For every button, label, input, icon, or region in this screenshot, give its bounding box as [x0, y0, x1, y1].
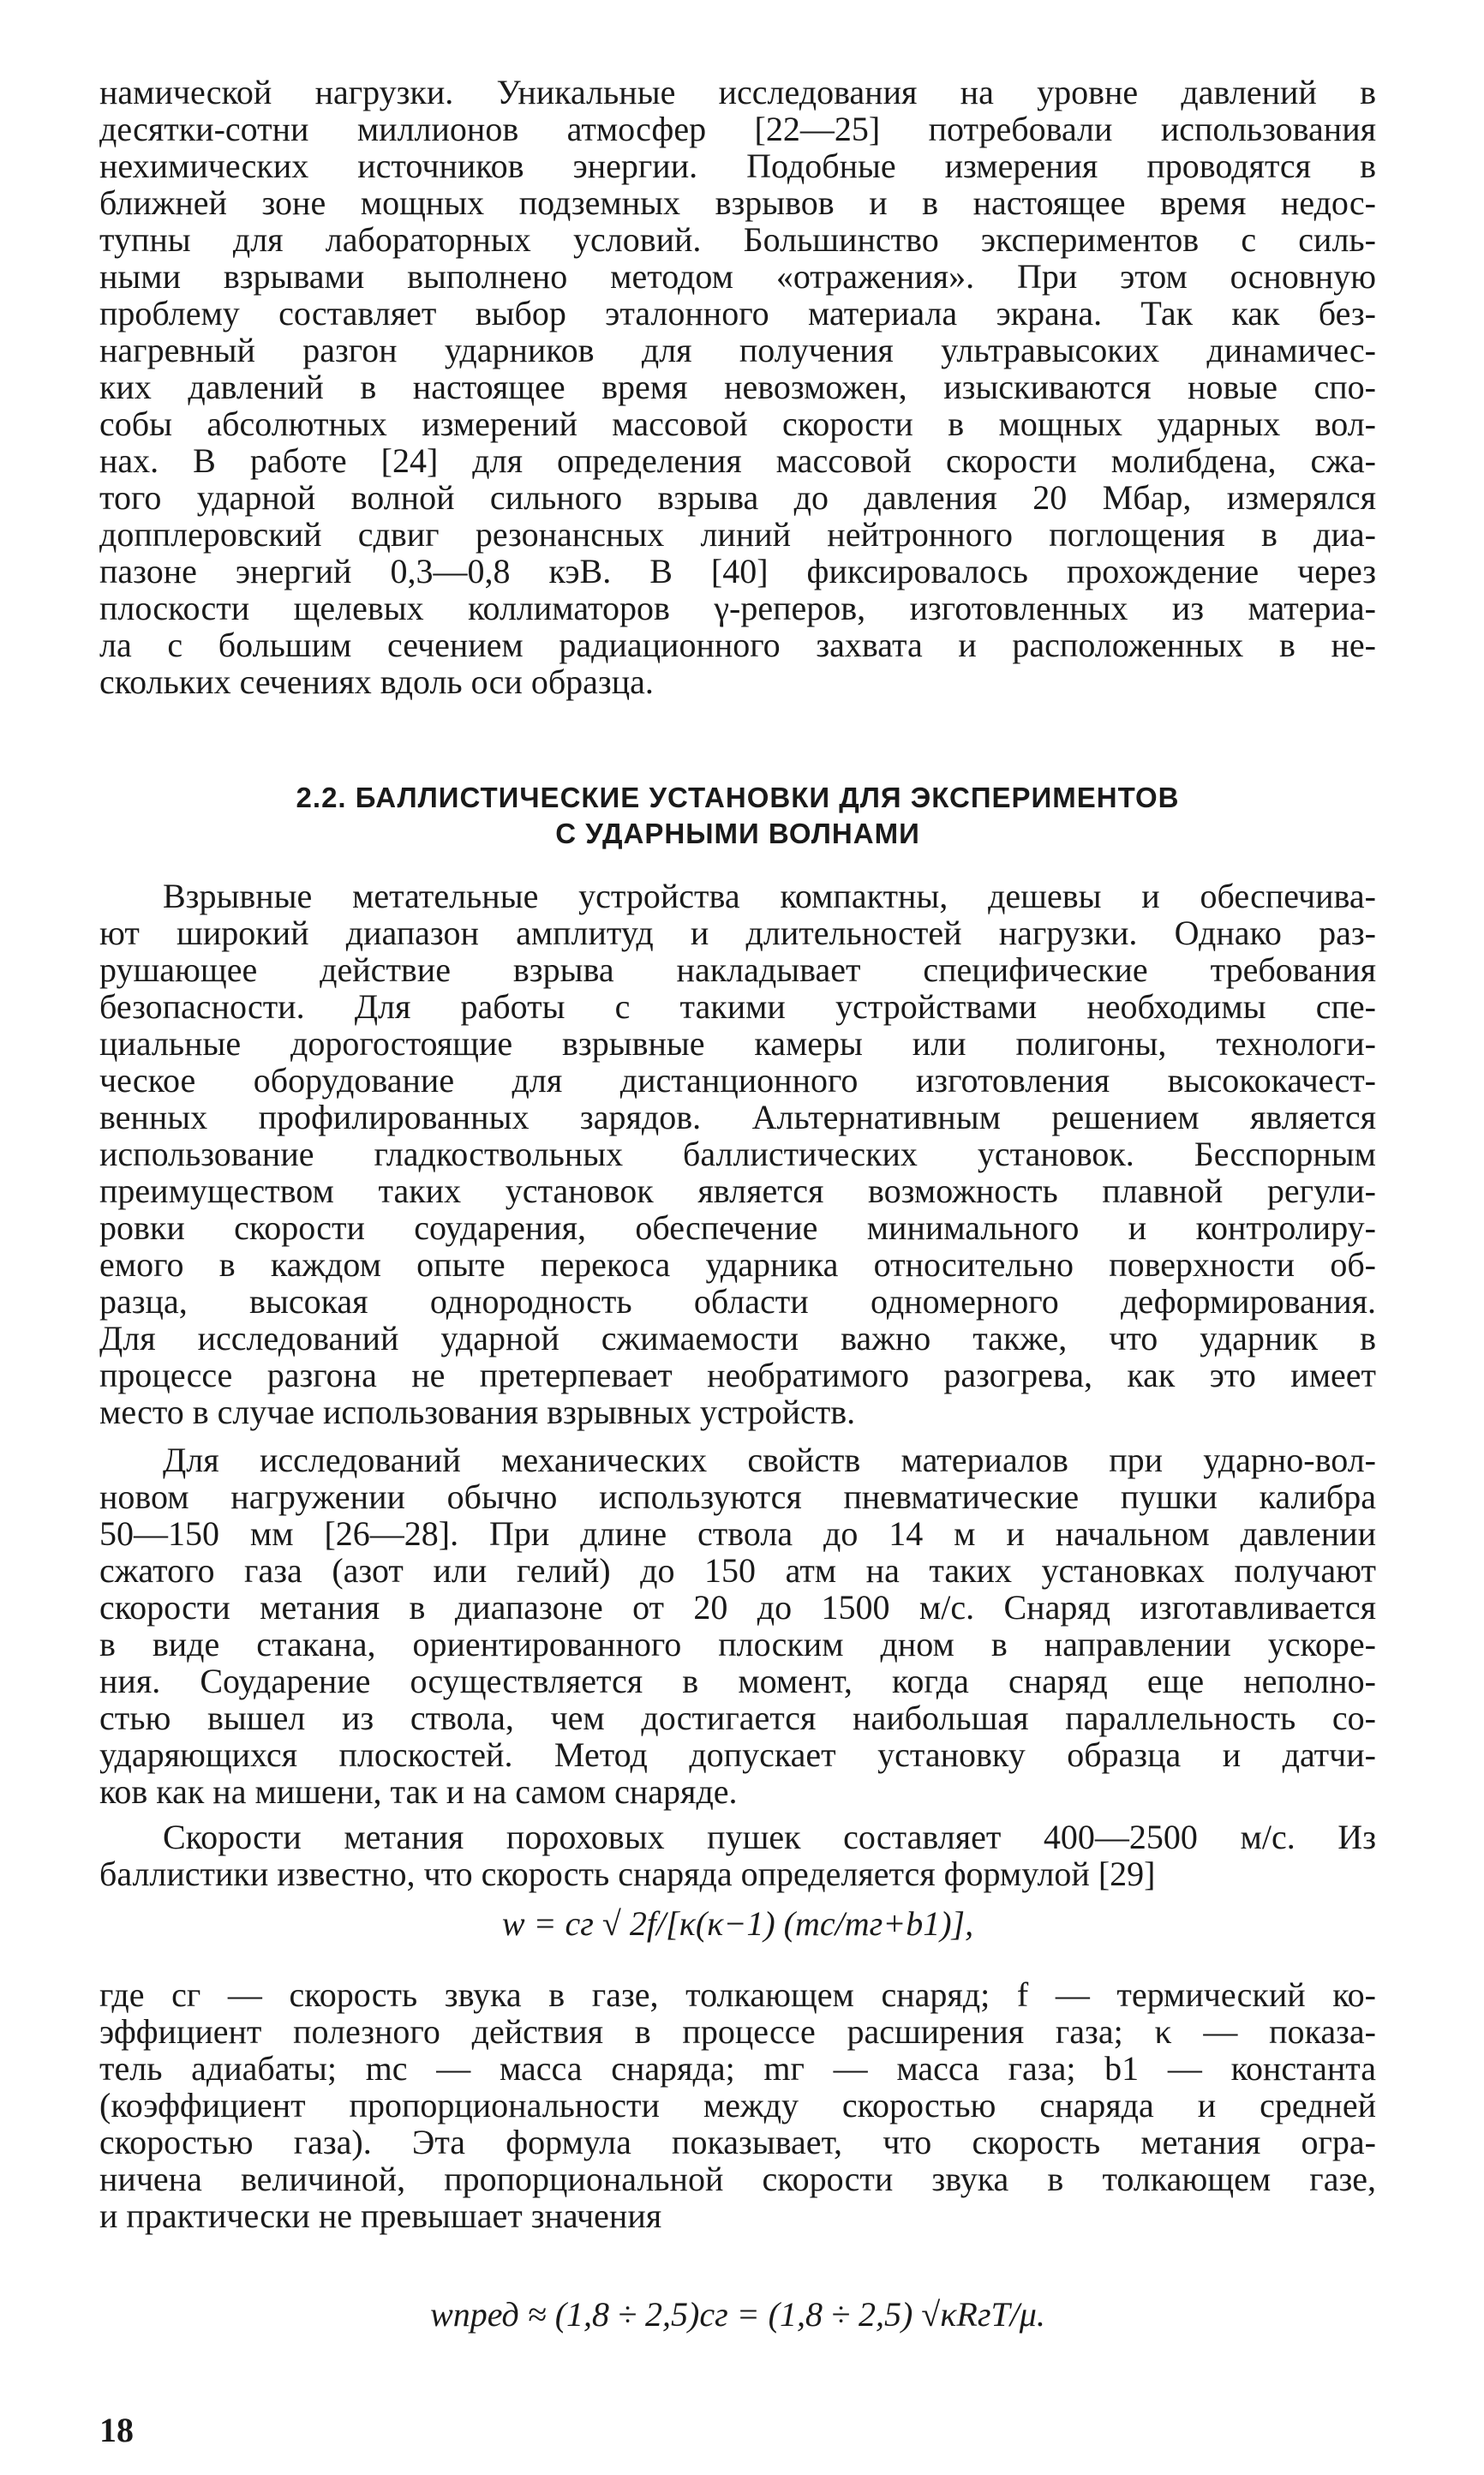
text-line: тупны для лабораторных условий. Большинство экспериментов с силь-: [99, 220, 1376, 259]
text-line: ких давлений в настоящее время невозможен, изыскиваются новые спо-: [99, 368, 1376, 406]
text-line: емого в каждом опыте перекоса ударника относительно поверхности об-: [99, 1245, 1376, 1284]
text-line: венных профилированных зарядов. Альтернативным решением является: [99, 1098, 1376, 1136]
text-line: Для исследований механических свойств материалов при ударно-вол-: [163, 1441, 1376, 1479]
text-line: пазоне энергий 0,3—0,8 кэВ. В [40] фиксировалось прохождение через: [99, 552, 1376, 590]
text-line: скоростью газа). Эта формула показывает, что скорость метания огра-: [99, 2123, 1376, 2161]
text-line: ными взрывами выполнено методом «отражения». При этом основную: [99, 257, 1376, 296]
text-line: нагревный разгон ударников для получения ультравысоких динамичес-: [99, 331, 1376, 369]
text-line: намической нагрузки. Уникальные исследования на уровне давлений в: [99, 73, 1376, 111]
text-line: нах. В работе [24] для определения массовой скорости молибдена, сжа-: [99, 441, 1376, 480]
text-line: скорости метания в диапазоне от 20 до 1500 м/с. Снаряд изготавливается: [99, 1588, 1376, 1627]
text-line: скольких сечениях вдоль оси образца.: [99, 662, 654, 701]
text-line: ков как на мишени, так и на самом снаряде.: [99, 1772, 738, 1811]
text-line: сжатого газа (азот или гелий) до 150 атм на таких установках получают: [99, 1551, 1376, 1590]
text-line: Скорости метания пороховых пушек составляет 400—2500 м/с. Из: [163, 1818, 1376, 1856]
text-line: проблему составляет выбор эталонного материала экрана. Так как без-: [99, 294, 1376, 333]
text-line: Взрывные метательные устройства компактны, дешевы и обеспечива-: [163, 877, 1376, 915]
text-line: преимуществом таких установок является возможность плавной регули-: [99, 1172, 1376, 1210]
text-line: ближней зоне мощных подземных взрывов и в настоящее время недос-: [99, 183, 1376, 222]
text-line: Для исследований ударной сжимаемости важно также, что ударник в: [99, 1319, 1376, 1357]
section-heading: [99, 780, 1376, 852]
text-line: (коэффициент пропорциональности между скоростью снаряда и средней: [99, 2086, 1376, 2124]
text-line: и практически не превышает значения: [99, 2196, 662, 2235]
text-line: процессе разгона не претерпевает необратимого разогрева, как это имеет: [99, 1356, 1376, 1394]
text-line: ударяющихся плоскостей. Метод допускает установку образца и датчи-: [99, 1735, 1376, 1774]
text-line: стью вышел из ствола, чем достигается наибольшая параллельность со-: [99, 1699, 1376, 1737]
text-line: рушающее действие взрыва накладывает специфические требования: [99, 950, 1376, 989]
text-line: в виде стакана, ориентированного плоским дном в направлении ускоре-: [99, 1625, 1376, 1663]
paragraph: [99, 878, 1376, 1430]
text-line: собы абсолютных измерений массовой скорости в мощных ударных вол-: [99, 405, 1376, 443]
text-line: использование гладкоствольных баллистических установок. Бесспорным: [99, 1135, 1376, 1173]
text-line: безопасности. Для работы с такими устройствами необходимы спе-: [99, 987, 1376, 1026]
text-line: 50—150 мм [26—28]. При длине ствола до 14 м и начальном давлении: [99, 1514, 1376, 1553]
paragraph: [99, 1976, 1376, 2234]
text-line: ла с большим сечением радиационного захвата и расположенных в не-: [99, 626, 1376, 664]
page-number: 18: [99, 2411, 134, 2449]
text-line: ничена величиной, пропорциональной скорости звука в толкающем газе,: [99, 2160, 1376, 2198]
text-line: новом нагружении обычно используются пневматические пушки калибра: [99, 1477, 1376, 1516]
text-line: десятки-сотни миллионов атмосфер [22—25] потребовали использования: [99, 110, 1376, 148]
text-line: ния. Соударение осуществляется в момент, когда снаряд еще неполно-: [99, 1662, 1376, 1700]
text-line: где cг — скорость звука в газе, толкающем снаряд; f — термический ко-: [99, 1975, 1376, 2014]
text-line: того ударной волной сильного взрыва до давления 20 Мбар, измерялся: [99, 478, 1376, 517]
formula: w = cг √ 2f/[κ(κ−1) (mc/mг+b1)],: [501, 1904, 974, 1943]
text-line: ровки скорости соударения, обеспечение минимального и контролиру-: [99, 1208, 1376, 1247]
text-line: место в случае использования взрывных устройств.: [99, 1393, 856, 1431]
text-line: разца, высокая однородность области одномерного деформирования.: [99, 1282, 1376, 1321]
paragraph: [99, 1819, 1376, 1892]
text-line: ют широкий диапазон амплитуд и длительностей нагрузки. Однако раз-: [99, 914, 1376, 952]
paragraph: [99, 1441, 1376, 1810]
section-heading-line: С УДАРНЫМИ ВОЛНАМИ: [555, 818, 920, 849]
text-line: тель адиабаты; mc — масса снаряда; mг — масса газа; b1 — константа: [99, 2049, 1376, 2088]
text-line: эффициент полезного действия в процессе расширения газа; κ — показа-: [99, 2012, 1376, 2051]
text-line: циальные дорогостоящие взрывные камеры или полигоны, технологи-: [99, 1024, 1376, 1063]
section-heading-line: 2.2. БАЛЛИСТИЧЕСКИЕ УСТАНОВКИ ДЛЯ ЭКСПЕРИМЕНТОВ: [296, 782, 1180, 813]
text-line: допплеровский сдвиг резонансных линий нейтронного поглощения в диа-: [99, 515, 1376, 554]
text-line: плоскости щелевых коллиматоров γ-реперов, изготовленных из материа-: [99, 589, 1376, 627]
text-line: баллистики известно, что скорость снаряда определяется формулой [29]: [99, 1855, 1156, 1893]
formula: wпред ≈ (1,8 ÷ 2,5)cг = (1,8 ÷ 2,5) √κRгT/μ.: [430, 2295, 1045, 2334]
text-line: нехимических источников энергии. Подобные измерения проводятся в: [99, 147, 1376, 185]
text-line: ческое оборудование для дистанционного изготовления высококачест-: [99, 1061, 1376, 1100]
intro-paragraph: [99, 74, 1376, 700]
